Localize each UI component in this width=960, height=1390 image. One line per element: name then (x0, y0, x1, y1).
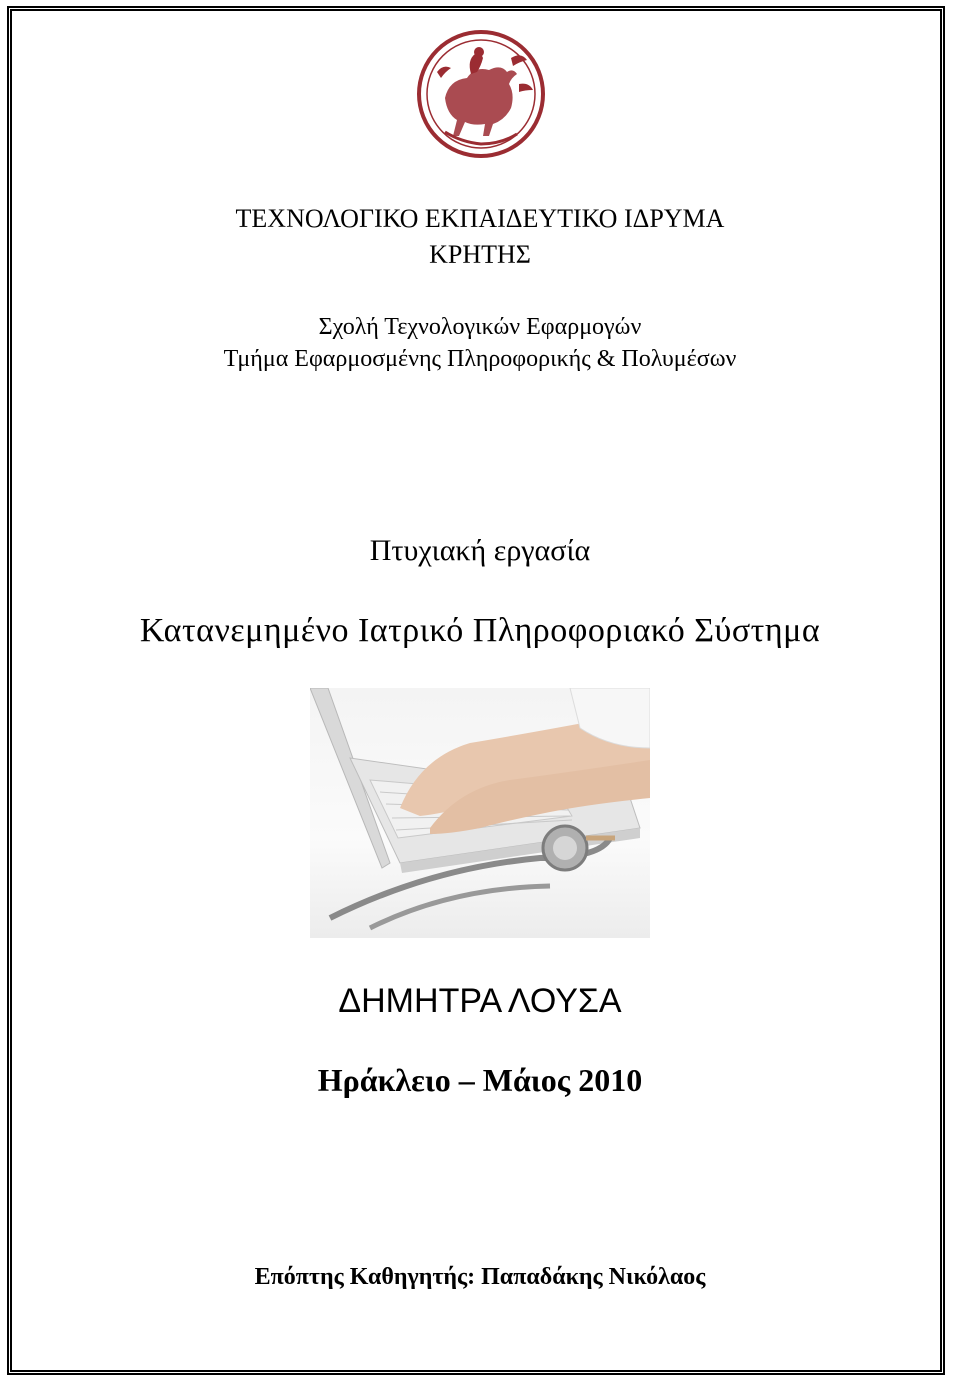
school-name: Σχολή Τεχνολογικών Εφαρμογών (318, 314, 642, 340)
institution-seal-icon (415, 28, 547, 160)
laptop-stethoscope-photo (310, 688, 650, 938)
cover-illustration (310, 688, 650, 938)
author-name: ΔΗΜΗΤΡΑ ΛΟΥΣΑ (338, 982, 622, 1020)
thesis-title: Κατανεμημένο Ιατρικό Πληροφοριακό Σύστημα (139, 612, 821, 649)
supervisor: Επόπτης Καθηγητής: Παπαδάκης Νικόλαος (254, 1264, 706, 1290)
department-name: Τμήμα Εφαρμοσμένης Πληροφορικής & Πολυμέσων (223, 346, 737, 372)
institution-name-line1: ΤΕΧΝΟΛΟΓΙΚΟ ΕΚΠΑΙΔΕΥΤΙΚΟ ΙΔΡΥΜΑ (235, 204, 725, 233)
place-and-date: Ηράκλειο – Μάιος 2010 (317, 1062, 643, 1098)
institution-name-line2: ΚΡΗΤΗΣ (429, 240, 531, 269)
thesis-type: Πτυχιακή εργασία (369, 534, 591, 567)
